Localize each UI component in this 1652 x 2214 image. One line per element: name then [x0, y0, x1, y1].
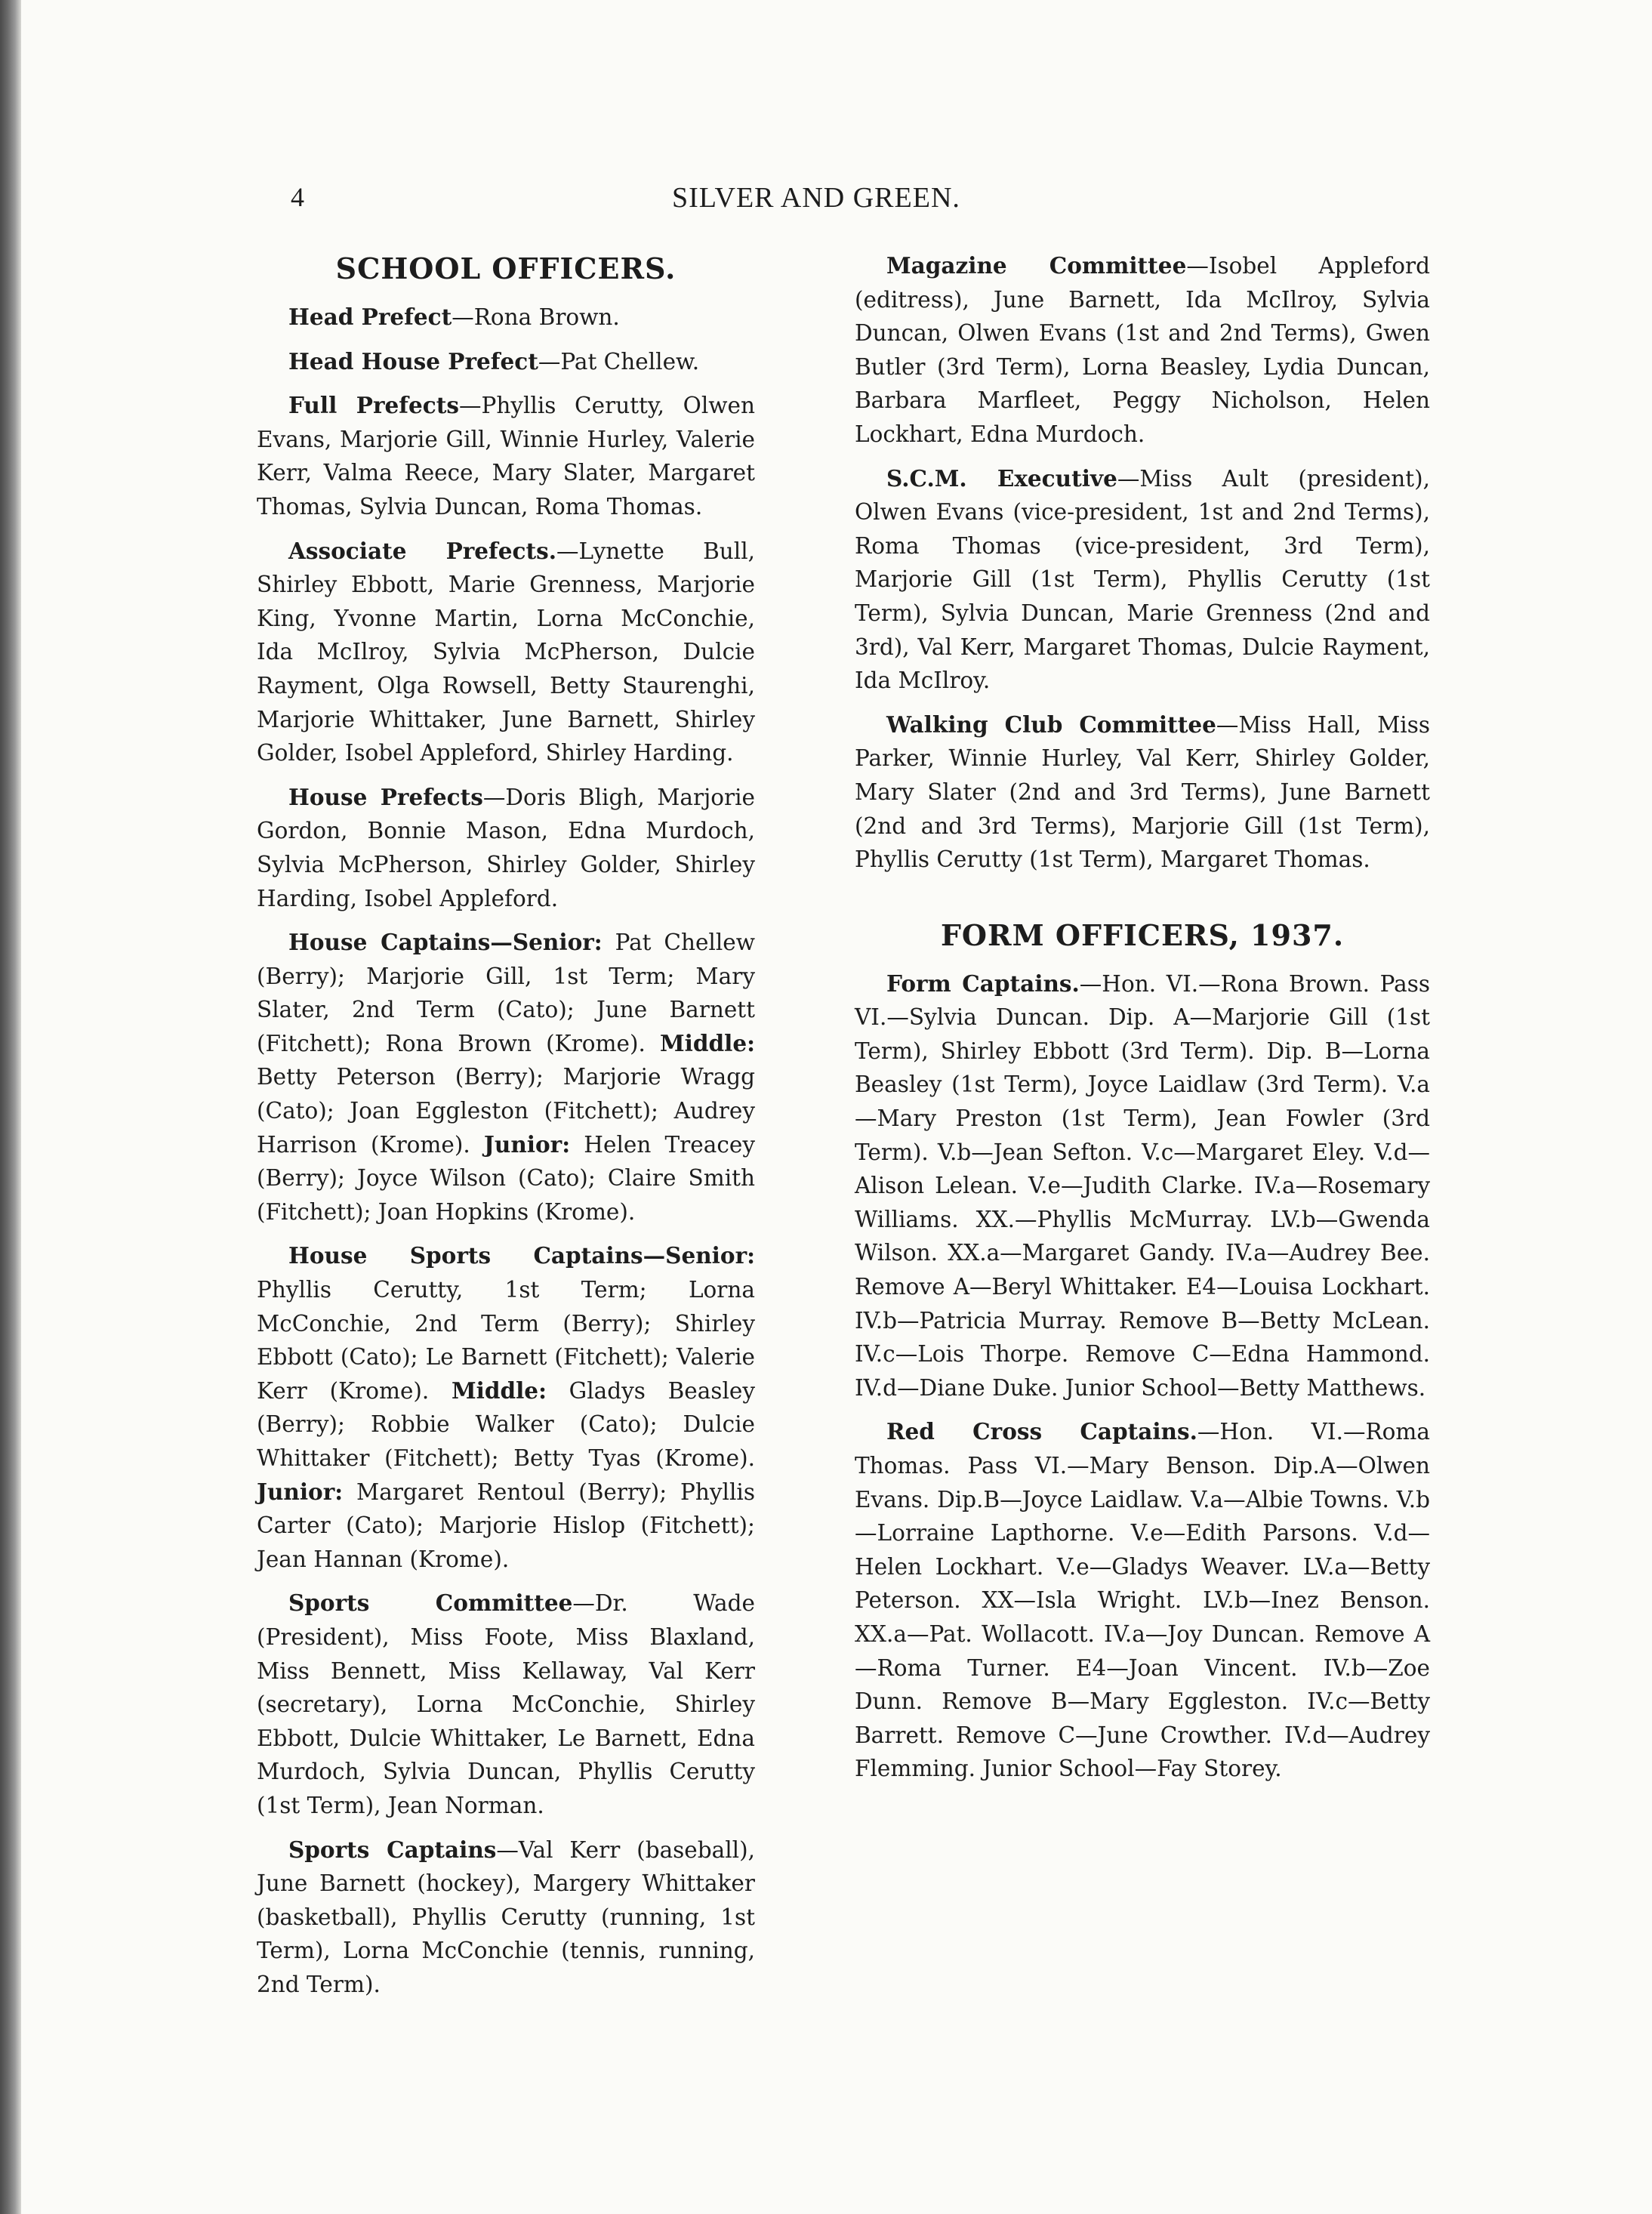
entry-head-house-prefect [257, 345, 755, 379]
entry-label: Head Prefect [288, 304, 452, 330]
entry-head-prefect [257, 301, 755, 335]
entry-label: Walking Club Committee [886, 711, 1216, 738]
entry-text: —Hon. VI.—Rona Brown. Pass VI.—Sylvia Duncan. Dip. A—Marjorie Gill (1st Term), Shirley Ebbott (3rd Term). Dip. B—Lorna Beasley (1st Term), Joyce Laidlaw (3rd Term). V.a—Mary Preston (1st Term), Jean Fowler (3rd Term). V.b—Jean Sefton. V.c—Margaret Eley. V.d—Alison Lelean. V.e—Judith Clarke. IV.a—Rosemary Williams. XX.—Phyllis McMurray. LV.b—Gwenda Wilson. XX.a—Margaret Gandy. IV.a—Audrey Bee. Remove A—Beryl Whittaker. E4—Louisa Lockhart. IV.b—Patricia Murray. Remove B—Betty McLean. IV.c—Lois Thorpe. Remove C—Edna Hammond. IV.d—Diane Duke. Junior School—Betty Matthews. [855, 970, 1431, 1401]
entry-sublabel-middle: Middle: [451, 1377, 547, 1404]
entry-text-junior: Margaret Rentoul (Berry); Phyllis Carter (Cato); Marjorie Hislop (Fitchett); Jean Hannan (Krome). [257, 1479, 755, 1572]
form-officers-title: FORM OFFICERS, 1937. [940, 917, 1345, 952]
entry-scm-executive [855, 462, 1430, 698]
entry-label: Head House Prefect [288, 347, 538, 375]
entry-associate-prefects [257, 535, 755, 770]
entry-label: S.C.M. Executive [886, 464, 1117, 492]
entry-label: Associate Prefects. [288, 537, 556, 564]
entry-text-junior: Helen Treacey (Berry); Joyce Wilson (Cato); Claire Smith (Fitchett); Joan Hopkins (Krome). [257, 1131, 755, 1225]
entry-text: Pat Chellew (Berry); Marjorie Gill, 1st Term; Mary Slater, 2nd Term (Cato); June Barnett (Fitchett); Rona Brown (Krome). [257, 930, 755, 1056]
entry-text: Phyllis Cerutty, 1st Term; Lorna McConchie, 2nd Term (Berry); Shirley Ebbott (Cato); Le Barnett (Fitchett); Valerie Kerr (Krome). [257, 1277, 755, 1404]
right-column [855, 249, 1430, 1796]
entry-text: —Miss Ault (president), Olwen Evans (vice-president, 1st and 2nd Terms), Roma Thomas (vice-president, 3rd Term), Marjorie Gill (1st Term), Phyllis Cerutty (1st Term), Sylvia Duncan, Marie Grenness (2nd and 3rd), Val Kerr, Margaret Thomas, Dulcie Rayment, Ida McIlroy. [855, 465, 1430, 694]
entry-label: Sports Committee [288, 1590, 573, 1617]
running-title: SILVER AND GREEN. [672, 182, 960, 214]
entry-house-prefects [257, 781, 755, 915]
entry-sublabel-middle: Middle: [660, 1029, 755, 1056]
entry-text: —Phyllis Cerutty, Olwen Evans, Marjorie Gill, Winnie Hurley, Valerie Kerr, Valma Reece, Mary Slater, Margaret Thomas, Sylvia Duncan, Roma Thomas. [257, 393, 755, 520]
entry-text: —Isobel Appleford (editress), June Barnett, Ida McIlroy, Sylvia Duncan, Olwen Evans (1st and 2nd Terms), Gwen Butler (3rd Term), Lorna Beasley, Lydia Duncan, Barbara Marfleet, Peggy Nicholson, Helen Lockhart, Edna Murdoch. [855, 253, 1430, 447]
entry-text: —Pat Chellew. [538, 348, 700, 375]
entry-label: Red Cross Captains. [886, 1418, 1197, 1445]
entry-magazine-committee [855, 249, 1430, 452]
entry-label: House Sports Captains—Senior: [288, 1242, 755, 1269]
entry-walking-club-committee [855, 708, 1430, 877]
entry-label: Form Captains. [886, 970, 1080, 997]
entry-text: —Dr. Wade (President), Miss Foote, Miss Blaxland, Miss Bennett, Miss Kellaway, Val Kerr (secretary), Lorna McConchie, Shirley Ebbott, Dulcie Whittaker, Le Barnett, Edna Murdoch, Sylvia Duncan, Phyllis Cerutty (1st Term), Jean Norman. [257, 1590, 755, 1818]
entry-sports-captains [257, 1833, 755, 2002]
entry-sublabel-junior: Junior: [483, 1130, 571, 1158]
entry-form-captains [855, 967, 1430, 1405]
school-officers-title: SCHOOL OFFICERS. [335, 251, 677, 285]
entry-label: House Prefects [288, 783, 483, 810]
entry-house-sports-captains [257, 1239, 755, 1576]
entry-sublabel-junior: Junior: [257, 1478, 344, 1505]
entry-text-middle: Gladys Beasley (Berry); Robbie Walker (Cato); Dulcie Whittaker (Fitchett); Betty Tyas (Krome). [257, 1377, 756, 1471]
entry-label: House Captains—Senior: [288, 929, 603, 956]
entry-text: —Rona Brown. [452, 304, 620, 330]
entry-text: —Miss Hall, Miss Parker, Winnie Hurley, Val Kerr, Shirley Golder, Mary Slater (2nd and 3rd Terms), June Barnett (2nd and 3rd Terms), Marjorie Gill (1st Term), Phyllis Cerutty (1st Term), Margaret Thomas. [855, 711, 1430, 873]
entry-text: —Val Kerr (baseball), June Barnett (hockey), Margery Whittaker (basketball), Phyllis Cerutty (running, 1st Term), Lorna McConchie (tennis, running, 2nd Term). [257, 1836, 755, 1997]
entry-sports-committee [257, 1586, 755, 1822]
entry-text-middle: Betty Peterson (Berry); Marjorie Wragg (Cato); Joan Eggleston (Fitchett); Audrey Harrison (Krome). [257, 1064, 755, 1158]
entry-text: —Lynette Bull, Shirley Ebbott, Marie Grenness, Marjorie King, Yvonne Martin, Lorna McConchie, Ida McIlroy, Sylvia McPherson, Dulcie Rayment, Olga Rowsell, Betty Staurenghi, Marjorie Whittaker, June Barnett, Shirley Golder, Isobel Appleford, Shirley Harding. [257, 538, 755, 766]
book-spine-shadow [0, 0, 21, 2214]
entry-text: —Hon. VI.—Roma Thomas. Pass VI.—Mary Benson. Dip.A—Olwen Evans. Dip.B—Joyce Laidlaw. V.a—Albie Towns. V.b—Lorraine Lapthorne. V.e—Edith Parsons. V.d—Helen Lockhart. V.e—Gladys Weaver. LV.a—Betty Peterson. XX—Isla Wright. LV.b—Inez Benson. XX.a—Pat. Wollacott. IV.a—Joy Duncan. Remove A—Roma Turner. E4—Joan Vincent. IV.b—Zoe Dunn. Remove B—Mary Eggleston. IV.c—Betty Barrett. Remove C—June Crowther. IV.d—Audrey Flemming. Junior School—Fay Storey. [855, 1419, 1430, 1782]
entry-label: Full Prefects [288, 392, 459, 419]
left-column [257, 249, 755, 2012]
page-number: 4 [291, 182, 304, 212]
entry-label: Sports Captains [288, 1836, 497, 1863]
entry-red-cross-captains [855, 1415, 1430, 1786]
entry-full-prefects [257, 389, 755, 523]
entry-house-captains [257, 926, 755, 1229]
entry-label: Magazine Committee [886, 252, 1187, 279]
entry-text: —Doris Bligh, Marjorie Gordon, Bonnie Mason, Edna Murdoch, Sylvia McPherson, Shirley Golder, Shirley Harding, Isobel Appleford. [257, 784, 756, 911]
